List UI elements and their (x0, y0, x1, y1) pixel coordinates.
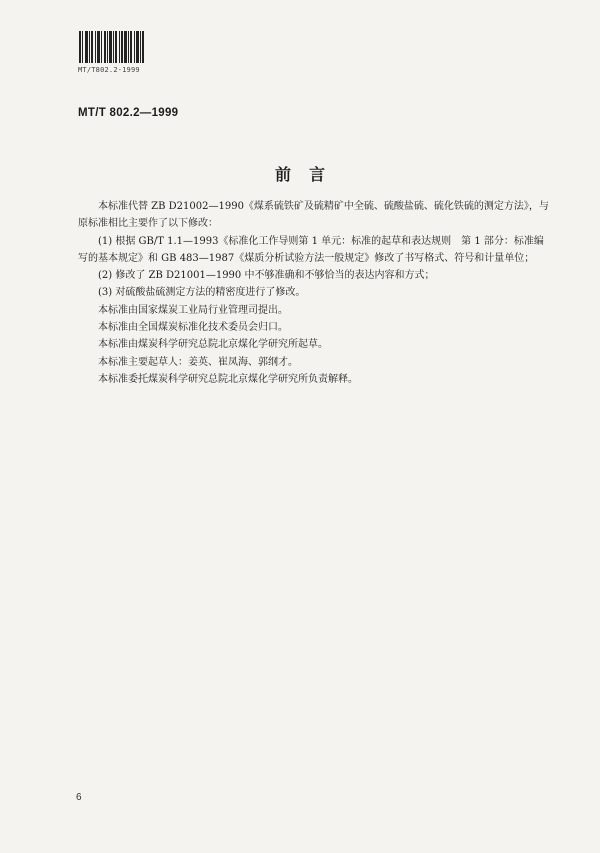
paragraph: (1) 根据 GB/T 1.1—1993《标准化工作导则第 1 单元：标准的起草和表达规则 第 1 部分：标准编 (98, 235, 544, 247)
paragraph: 本标准由国家煤炭工业局行业管理司提出。 (98, 304, 288, 316)
standard-number: MT/T 802.2—1999 (78, 107, 179, 119)
barcode-block (78, 30, 150, 74)
paragraph-continuation: 写的基本规定》和 GB 483—1987《煤质分析试验方法一般规定》修改了书写格式、符号和计量单位； (78, 252, 535, 264)
paragraph: 本标准委托煤炭科学研究总院北京煤化学研究所负责解释。 (98, 373, 358, 385)
paragraph: 本标准由全国煤炭标准化技术委员会归口。 (98, 322, 288, 334)
paragraph-continuation: 原标准相比主要作了以下修改： (78, 218, 218, 230)
barcode-caption: MT/T802.2-1999 (78, 66, 140, 74)
paragraph: 本标准由煤炭科学研究总院北京煤化学研究所起草。 (98, 339, 328, 351)
page-title: 前言 (274, 165, 343, 184)
paragraph: (2) 修改了 ZB D21001—1990 中不够准确和不够恰当的表达内容和方式； (98, 270, 435, 282)
barcode-icon (78, 30, 146, 64)
foreword-body (78, 198, 550, 388)
paragraph: 本标准代替 ZB D21002—1990《煤系硫铁矿及硫精矿中全硫、硫酸盐硫、硫化铁硫的测定方法》，与 (98, 201, 549, 212)
paragraph: (3) 对硫酸盐硫测定方法的精密度进行了修改。 (98, 287, 306, 299)
page-number: 6 (76, 792, 82, 803)
paragraph: 本标准主要起草人：姜英、崔凤海、郭纲才。 (98, 356, 298, 368)
